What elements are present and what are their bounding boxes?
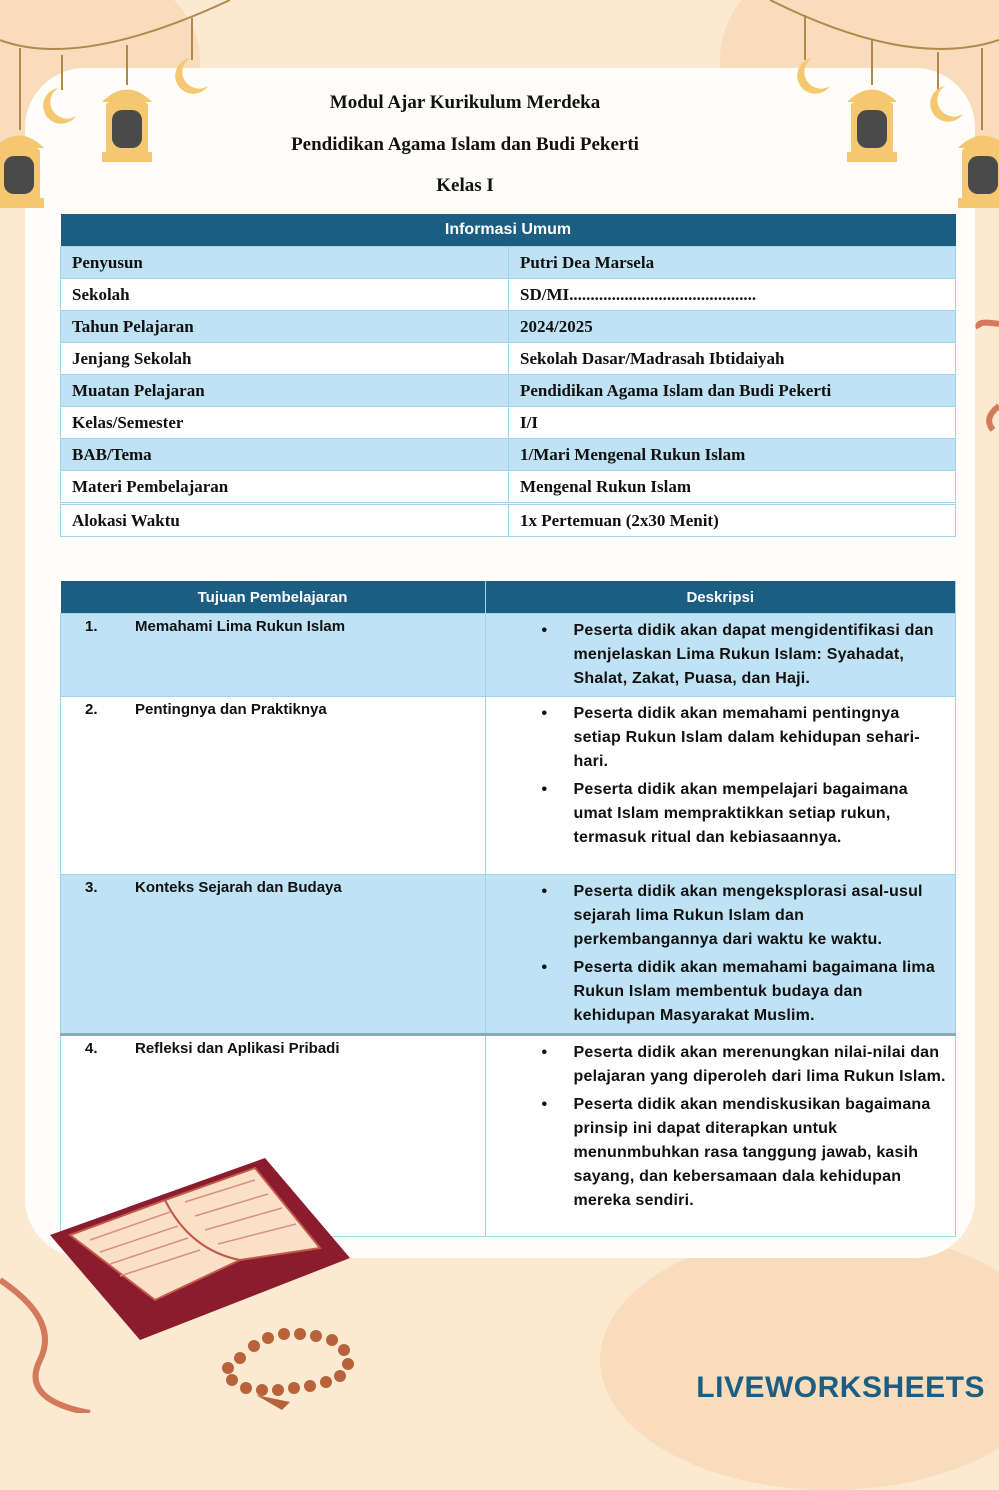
background-blob <box>600 1230 999 1490</box>
goal-title: Pentingnya dan Praktiknya <box>135 701 327 718</box>
goal-title: Konteks Sejarah dan Budaya <box>135 879 342 896</box>
table-row <box>61 439 956 471</box>
page-title: Modul Ajar Kurikulum Merdeka <box>329 92 601 113</box>
description-item: • Peserta didik akan memahami pentingnya setiap Rukun Islam dalam kehidupan sehari-hari. <box>574 702 949 774</box>
table-row <box>61 471 956 504</box>
description-item: • Peserta didik akan mengeksplorasi asal-usul sejarah lima Rukun Islam dan perkembangannya dari waktu ke waktu. <box>574 880 949 952</box>
quran-book-icon <box>0 1140 380 1413</box>
goal-number: 1. <box>85 618 98 635</box>
table-row <box>61 343 956 375</box>
description-item: • Peserta didik akan memahami bagaimana lima Rukun Islam membentuk budaya dan kehidupan Masyarakat Muslim. <box>574 956 949 1028</box>
info-value: I/I <box>509 407 956 439</box>
info-label: Materi Pembelajaran <box>61 471 509 504</box>
swirl-decoration <box>965 318 999 438</box>
description-col-header: Deskripsi <box>485 581 956 614</box>
info-table <box>60 214 956 537</box>
goal-title: Refleksi dan Aplikasi Pribadi <box>135 1040 340 1057</box>
info-value: Putri Dea Marsela <box>509 247 956 279</box>
goal-title: Memahami Lima Rukun Islam <box>135 618 346 635</box>
table-row <box>61 407 956 439</box>
info-value: Sekolah Dasar/Madrasah Ibtidaiyah <box>509 343 956 375</box>
info-label: Sekolah <box>61 279 509 311</box>
table-row <box>61 247 956 279</box>
description-item: • Peserta didik akan mendiskusikan bagaimana prinsip ini dapat diterapkan untuk menunmbuhkan rasa tanggung jawab, kasih sayang, dan kebersamaan dala kehidupan mereka sendiri. <box>574 1093 949 1213</box>
goal-number: 4. <box>85 1040 98 1057</box>
table-row <box>61 375 956 407</box>
goal-number: 2. <box>85 701 98 718</box>
description-item: • Peserta didik akan merenungkan nilai-nilai dan pelajaran yang diperoleh dari lima Rukun Islam. <box>574 1041 949 1089</box>
info-label: Muatan Pelajaran <box>61 375 509 407</box>
info-value: 2024/2025 <box>509 311 956 343</box>
page-subtitle: Pendidikan Agama Islam dan Budi Pekerti <box>291 134 639 155</box>
goals-table <box>60 581 956 1237</box>
info-label: Tahun Pelajaran <box>61 311 509 343</box>
info-label: Alokasi Waktu <box>61 504 509 537</box>
info-table-heading: Informasi Umum <box>61 214 956 247</box>
goals-col-header: Tujuan Pembelajaran <box>61 581 486 614</box>
info-label: Jenjang Sekolah <box>61 343 509 375</box>
table-row <box>61 875 956 1035</box>
page-class: Kelas I <box>436 175 494 196</box>
table-row <box>61 279 956 311</box>
goal-number: 3. <box>85 879 98 896</box>
description-item: • Peserta didik akan mempelajari bagaimana umat Islam mempraktikkan setiap rukun, termasuk ritual dan kebiasaannya. <box>574 778 949 850</box>
info-label: BAB/Tema <box>61 439 509 471</box>
info-value: Mengenal Rukun Islam <box>509 471 956 504</box>
table-row <box>61 311 956 343</box>
table-row <box>61 697 956 875</box>
info-value: 1/Mari Mengenal Rukun Islam <box>509 439 956 471</box>
info-value: Pendidikan Agama Islam dan Budi Pekerti <box>509 375 956 407</box>
info-label: Penyusun <box>61 247 509 279</box>
table-row <box>61 614 956 697</box>
info-label: Kelas/Semester <box>61 407 509 439</box>
watermark-logo: LIVEWORKSHEETS <box>696 1371 985 1404</box>
description-item: • Peserta didik akan dapat mengidentifikasi dan menjelaskan Lima Rukun Islam: Syahadat, Shalat, Zakat, Puasa, dan Haji. <box>574 619 949 691</box>
table-row <box>61 504 956 537</box>
info-value: 1x Pertemuan (2x30 Menit) <box>509 504 956 537</box>
info-value: SD/MI............................................ <box>509 279 956 311</box>
